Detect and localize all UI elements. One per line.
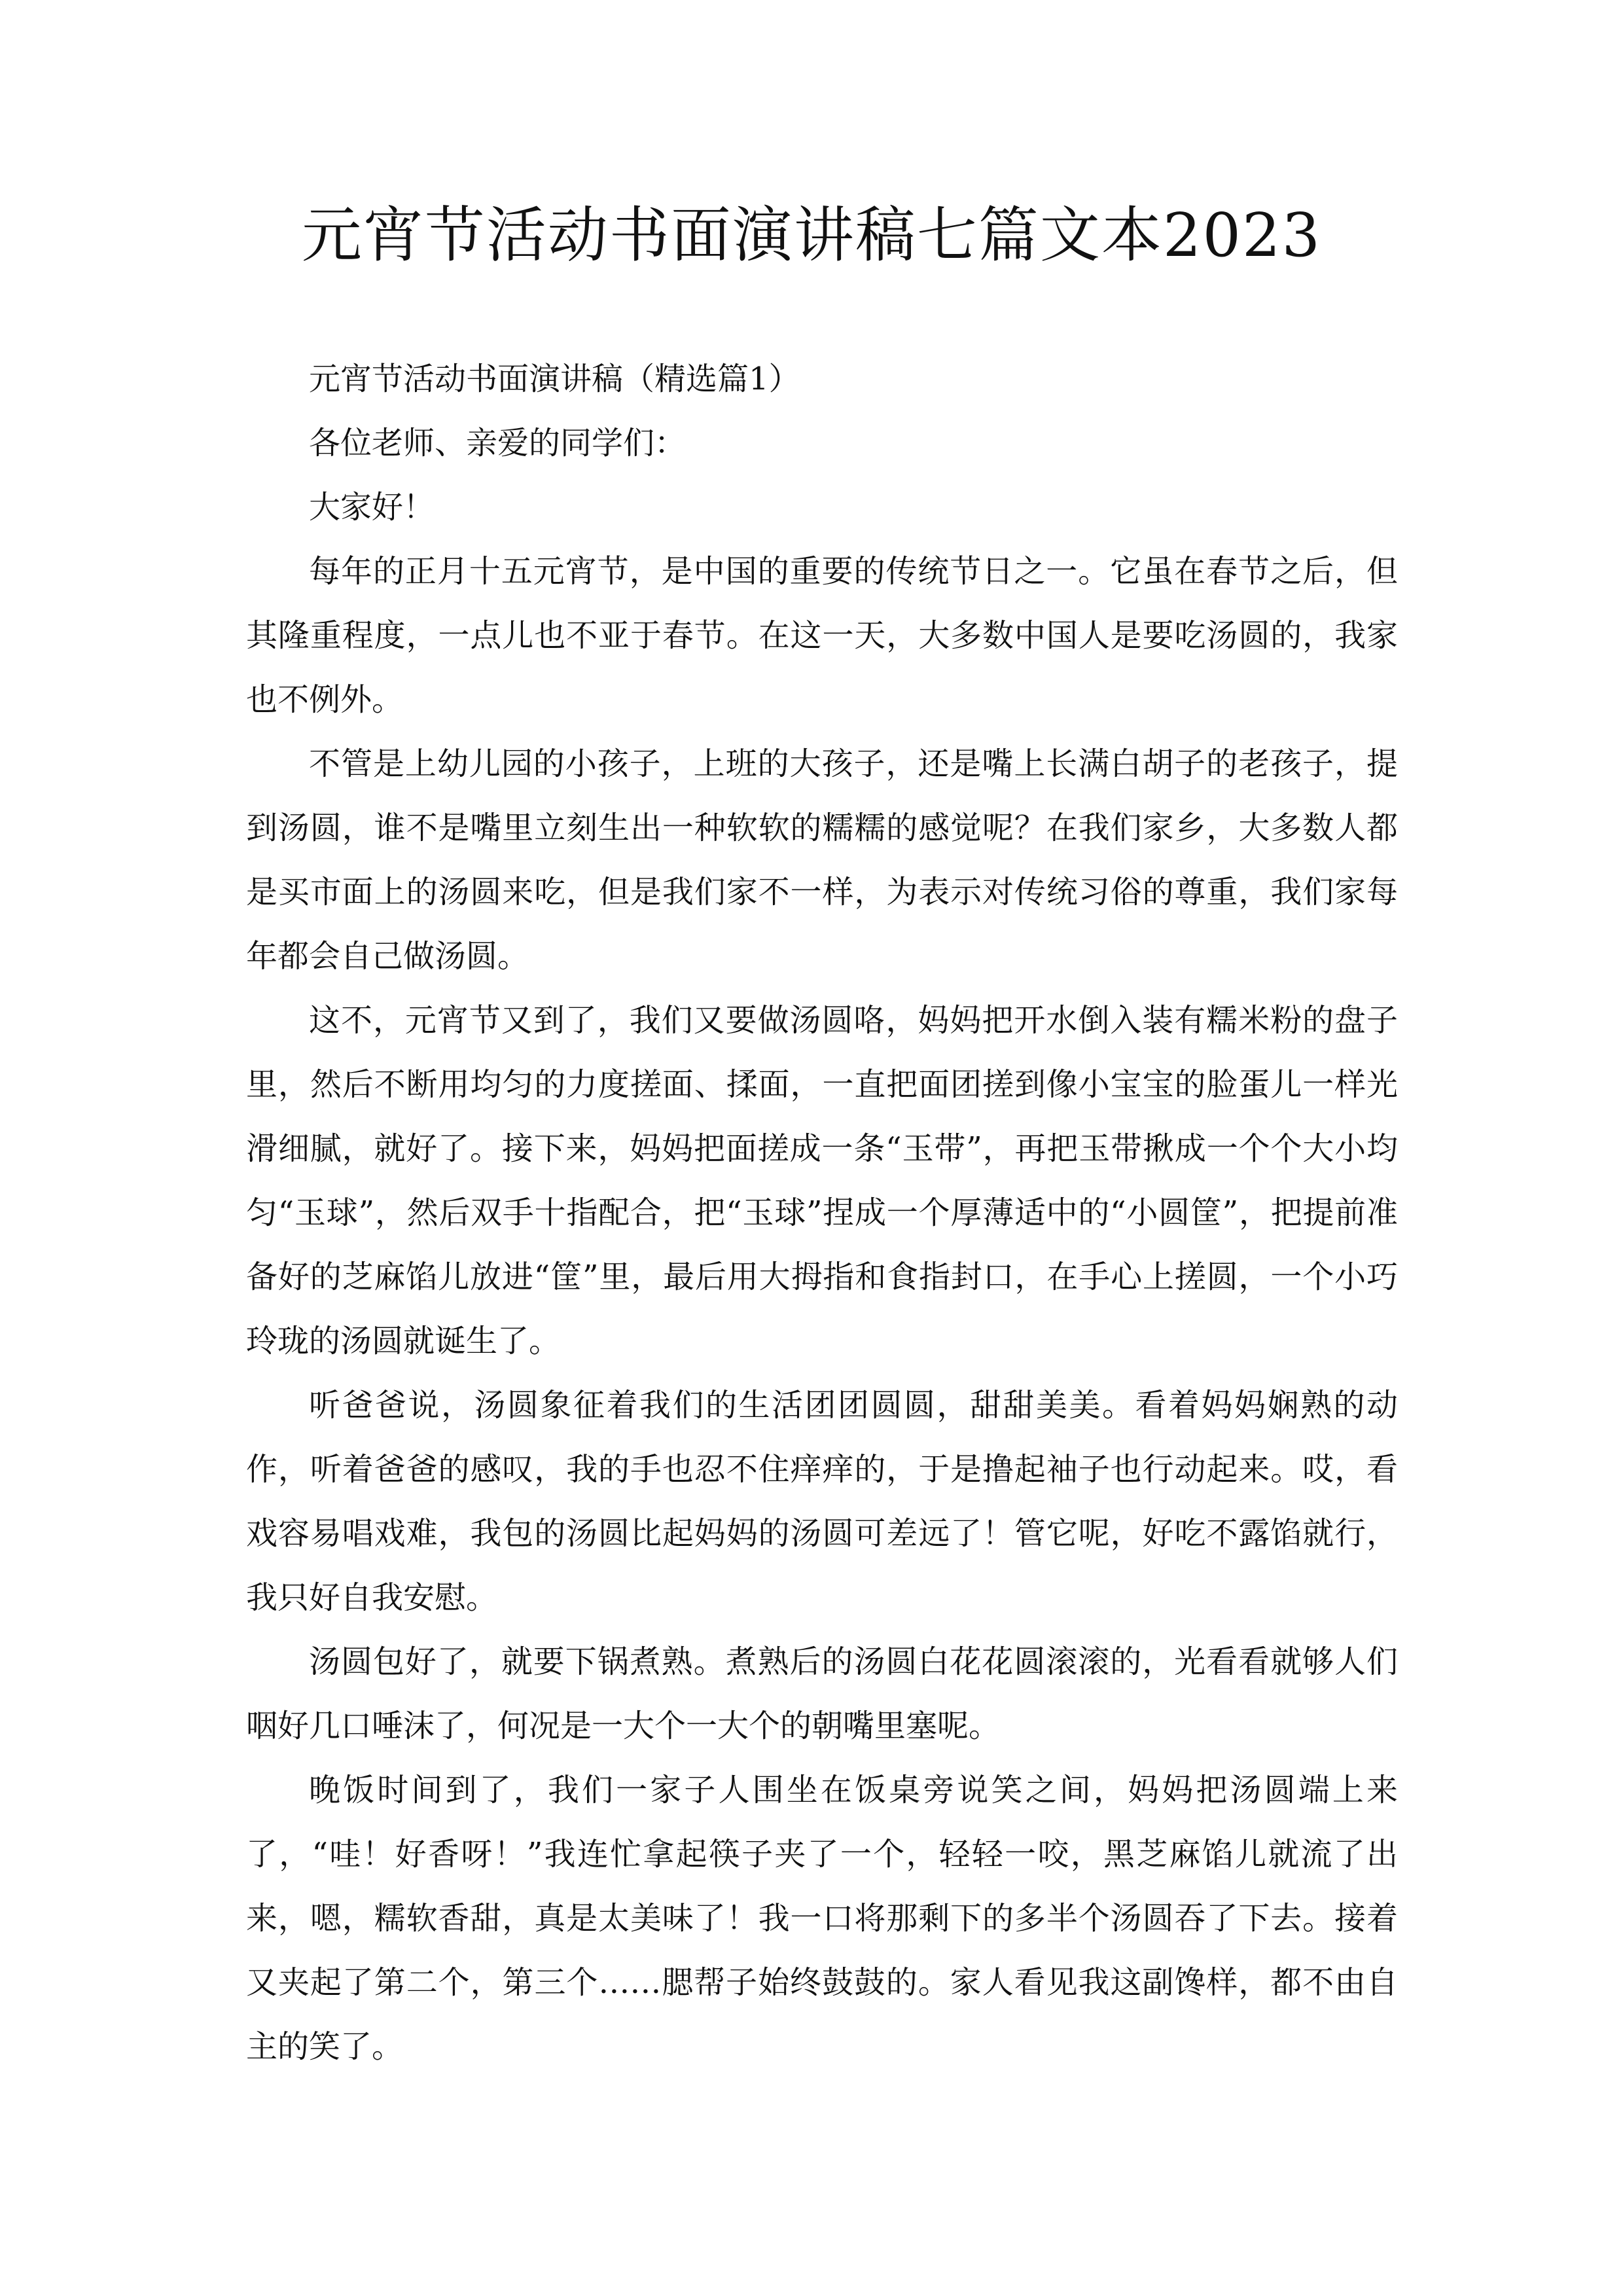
paragraph-body: 每年的正月十五元宵节，是中国的重要的传统节日之一。它虽在春节之后，但其隆重程度，一点儿也不亚于春节。在这一天，大多数中国人是要吃汤圆的，我家也不例外。 bbox=[246, 553, 1398, 718]
paragraph-salutation: 各位老师、亲爱的同学们： bbox=[309, 425, 687, 461]
paragraph-body: 听爸爸说，汤圆象征着我们的生活团团圆圆，甜甜美美。看着妈妈娴熟的动作，听着爸爸的感叹，我的手也忍不住痒痒的，于是撸起袖子也行动起来。哎，看戏容易唱戏难，我包的汤圆比起妈妈的汤圆可差远了！管它呢，好吃不露馅就行，我只好自我安慰。 bbox=[246, 1387, 1398, 1616]
paragraph-section-heading: 元宵节活动书面演讲稿（精选篇1） bbox=[309, 361, 800, 397]
document-title: 元宵节活动书面演讲稿七篇文本2023 bbox=[301, 200, 1322, 270]
document-body bbox=[246, 347, 1398, 2079]
paragraph-greeting: 大家好！ bbox=[309, 489, 435, 526]
paragraph-body: 汤圆包好了，就要下锅煮熟。煮熟后的汤圆白花花圆滚滚的，光看看就够人们咽好几口唾沫了，何况是一大个一大个的朝嘴里塞呢。 bbox=[246, 1643, 1398, 1744]
paragraph-body: 不管是上幼儿园的小孩子，上班的大孩子，还是嘴上长满白胡子的老孩子，提到汤圆，谁不是嘴里立刻生出一种软软的糯糯的感觉呢？在我们家乡，大多数人都是买市面上的汤圆来吃，但是我们家不一样，为表示对传统习俗的尊重，我们家每年都会自己做汤圆。 bbox=[246, 745, 1398, 975]
paragraph-body: 晚饭时间到了，我们一家子人围坐在饭桌旁说笑之间，妈妈把汤圆端上来了，“哇！好香呀！”我连忙拿起筷子夹了一个，轻轻一咬，黑芝麻馅儿就流了出来，嗯，糯软香甜，真是太美味了！我一口将那剩下的多半个汤圆吞了下去。接着又夹起了第二个，第三个……腮帮子始终鼓鼓的。家人看见我这副馋样，都不由自主的笑了。 bbox=[246, 1772, 1398, 2065]
paragraph-body: 这不，元宵节又到了，我们又要做汤圆咯，妈妈把开水倒入装有糯米粉的盘子里，然后不断用均匀的力度搓面、揉面，一直把面团搓到像小宝宝的脸蛋儿一样光滑细腻，就好了。接下来，妈妈把面搓成一条“玉带”，再把玉带揪成一个个大小均匀“玉球”，然后双手十指配合，把“玉球”捏成一个厚薄适中的“小圆筐”，把提前准备好的芝麻馅儿放进“筐”里，最后用大拇指和食指封口，在手心上搓圆，一个小巧玲珑的汤圆就诞生了。 bbox=[246, 1002, 1398, 1359]
